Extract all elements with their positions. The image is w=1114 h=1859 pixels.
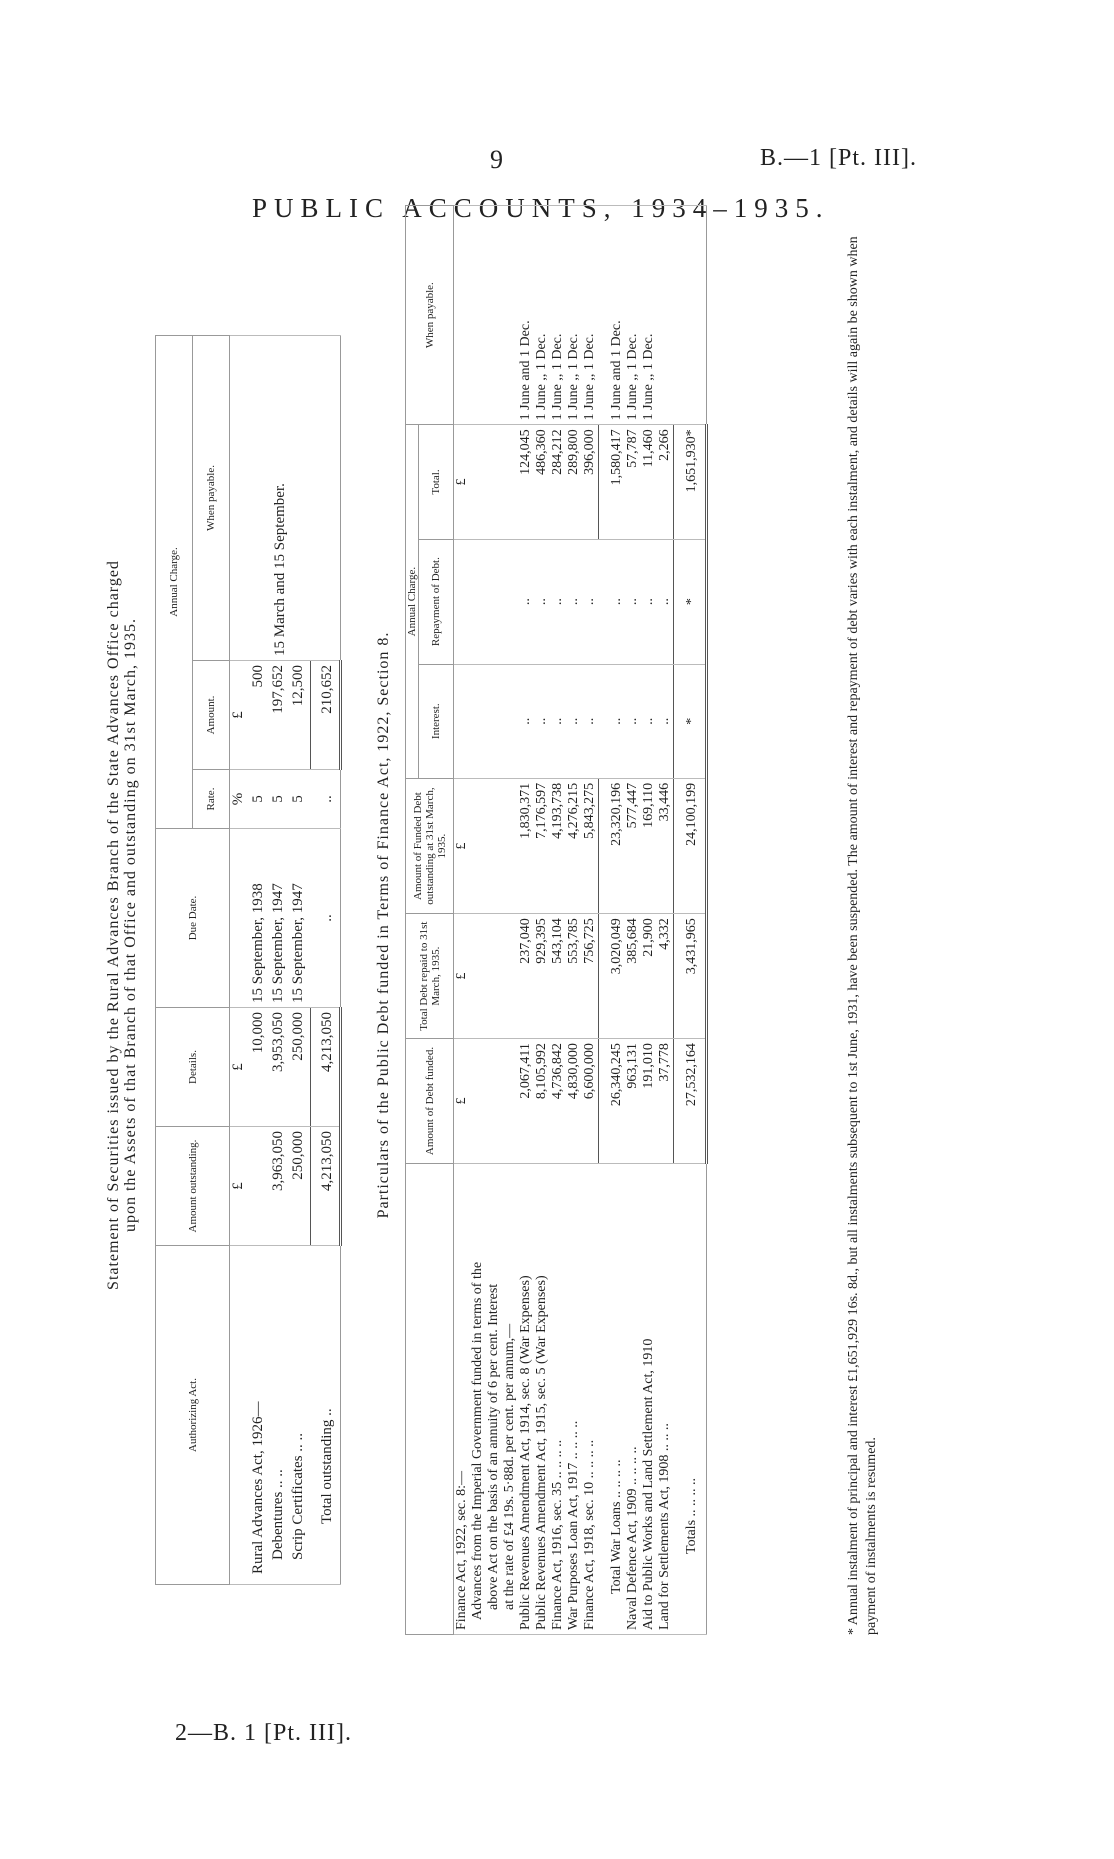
t1-unit-rate: %	[230, 770, 251, 829]
t2-cell: 124,045	[518, 425, 534, 539]
table-row	[518, 206, 534, 1635]
t2-header-total: Total.	[419, 425, 454, 539]
t2-header-interest: Interest.	[419, 664, 454, 778]
t2-cell: ..	[518, 664, 534, 778]
t2-cell: ..	[550, 539, 566, 664]
t1-cell: 12,500	[290, 661, 311, 770]
t1-total-cell: ..	[311, 770, 341, 829]
t2-header-annual: Annual Charge.	[406, 425, 419, 779]
t1-header-annual: Annual Charge.	[156, 336, 193, 829]
t2-cell: ..	[599, 539, 626, 664]
t2-cell: 385,684	[625, 914, 641, 1039]
t1-cell: 15 September, 1938	[250, 829, 270, 1008]
t2-intro	[454, 1163, 519, 1634]
t1-payable-note: 15 March and 15 September.	[250, 336, 311, 661]
t1-cell: 5	[250, 770, 270, 829]
t2-row-label: War Purposes Loan Act, 1917 .. .. .. ..	[566, 1163, 582, 1634]
securities-table	[155, 335, 342, 1585]
t1-header-details: Details.	[156, 1008, 230, 1127]
t1-header-act: Authorizing Act.	[156, 1246, 230, 1585]
footer-reference: 2—B. 1 [Pt. III].	[175, 1720, 352, 1746]
t2-cell: 577,447	[625, 778, 641, 913]
t2-totals-cell: 1,651,930*	[674, 425, 707, 539]
t2-cell: ..	[641, 539, 657, 664]
table-row	[657, 206, 674, 1635]
t1-header-payable: When payable.	[193, 336, 230, 661]
t1-unit-payable	[230, 336, 251, 661]
public-debt-table	[405, 205, 708, 1635]
t2-cell: 191,010	[641, 1039, 657, 1164]
t2-cell: ..	[566, 664, 582, 778]
rotated-tables	[105, 195, 895, 1655]
t1-header-rate: Rate.	[193, 770, 230, 829]
t2-cell: 1,580,417	[599, 425, 626, 539]
t2-totals-cell: *	[674, 664, 707, 778]
t1-cell: 15 September, 1947	[270, 829, 290, 1008]
t1-cell: 5	[270, 770, 290, 829]
t2-cell: 1 June ,, 1 Dec.	[641, 206, 657, 425]
t1-cell: 3,963,050	[270, 1127, 290, 1246]
t1-total-cell	[311, 336, 341, 661]
t2-cell: 37,778	[657, 1039, 674, 1164]
table2-caption: Particulars of the Public Debt funded in Terms of Finance Act, 1922, Section 8.	[375, 631, 392, 1219]
table-row	[534, 206, 550, 1635]
t2-row-label: Aid to Public Works and Land Settlement Act, 1910	[641, 1163, 657, 1634]
t2-cell: 4,332	[657, 914, 674, 1039]
t2-cell: 929,395	[534, 914, 550, 1039]
t2-totals-cell: 3,431,965	[674, 914, 707, 1039]
table-row	[674, 206, 707, 1635]
t2-unit: £	[454, 778, 519, 913]
t2-cell	[657, 206, 674, 425]
t1-total-cell: 4,213,050	[311, 1127, 341, 1246]
t2-cell: ..	[641, 664, 657, 778]
t1-total-cell: 210,652	[311, 661, 341, 770]
t2-cell: 1 June and 1 Dec.	[599, 206, 626, 425]
t2-cell: ..	[534, 539, 550, 664]
t1-row-label: Scrip Certificates .. ..	[290, 1246, 311, 1585]
t2-cell: 2,067,411	[518, 1039, 534, 1164]
t2-cell: 1 June ,, 1 Dec.	[625, 206, 641, 425]
t2-cell: 553,785	[566, 914, 582, 1039]
t2-cell: ..	[566, 539, 582, 664]
t2-cell: ..	[625, 539, 641, 664]
t2-cell: 6,600,000	[582, 1039, 599, 1164]
t2-cell: 486,360	[534, 425, 550, 539]
t2-row-label: Public Revenues Amendment Act, 1914, sec. 8 (War Expenses)	[518, 1163, 534, 1634]
t2-intro-line: Finance Act, 1922, sec. 8:—	[454, 1470, 469, 1630]
t1-unit-blank	[230, 1246, 251, 1585]
t2-cell: 11,460	[641, 425, 657, 539]
t1-cell: 197,652	[270, 661, 290, 770]
t2-row-label: Total War Loans .. .. .. ..	[599, 1163, 626, 1634]
t2-cell: 1 June and 1 Dec.	[518, 206, 534, 425]
table1-caption	[105, 195, 139, 1655]
table-row	[582, 206, 599, 1635]
t1-cell: 250,000	[290, 1008, 311, 1127]
t1-header-charge-amount: Amount.	[193, 661, 230, 770]
table-row	[641, 206, 657, 1635]
page-number: 9	[490, 145, 503, 174]
t1-unit-due	[230, 829, 251, 1008]
t2-cell: 57,787	[625, 425, 641, 539]
t2-cell: 1 June ,, 1 Dec.	[566, 206, 582, 425]
t2-cell: 284,212	[550, 425, 566, 539]
t1-cell	[250, 1127, 270, 1246]
t1-unit-amount: £	[230, 1127, 251, 1246]
t2-totals-cell: *	[674, 539, 707, 664]
t2-intro-line: Advances from the Imperial Government funded in terms of the	[470, 1261, 485, 1620]
table1-caption-line2: upon the Assets of that Branch of that Office and outstanding on 31st March, 1935.	[122, 617, 139, 1233]
t2-cell: 237,040	[518, 914, 534, 1039]
table1-caption-line1: Statement of Securities issued by the Rural Advances Branch of the State Advances Office charged	[105, 560, 122, 1290]
t2-cell: 543,104	[550, 914, 566, 1039]
t2-cell: 1 June ,, 1 Dec.	[582, 206, 599, 425]
t2-cell: ..	[599, 664, 626, 778]
t2-row-label: Finance Act, 1918, sec. 10 .. .. .. ..	[582, 1163, 599, 1634]
t2-header-outstanding: Amount of Funded Debt outstanding at 31st March, 1935.	[406, 778, 454, 913]
t1-total-cell: ..	[311, 829, 341, 1008]
t2-cell: 4,830,000	[566, 1039, 582, 1164]
t2-header-funded: Amount of Debt funded.	[406, 1039, 454, 1164]
t1-group-label: Rural Advances Act, 1926—	[250, 1246, 270, 1585]
table-row	[566, 206, 582, 1635]
t2-cell: 1 June ,, 1 Dec.	[534, 206, 550, 425]
t1-unit-details: £	[230, 1008, 251, 1127]
t1-cell: 500	[250, 661, 270, 770]
t2-unit-blank	[454, 664, 519, 778]
t1-cell: 3,953,050	[270, 1008, 290, 1127]
t2-cell: ..	[550, 664, 566, 778]
t2-cell: 169,110	[641, 778, 657, 913]
t2-cell: ..	[534, 664, 550, 778]
t2-unit-blank	[454, 206, 519, 425]
t2-cell: 4,736,842	[550, 1039, 566, 1164]
t1-cell: 10,000	[250, 1008, 270, 1127]
t2-cell: 1 June ,, 1 Dec.	[550, 206, 566, 425]
t2-cell: ..	[582, 539, 599, 664]
t2-cell: ..	[657, 539, 674, 664]
t1-unit-charge: £	[230, 661, 251, 770]
table-row	[550, 206, 566, 1635]
t2-cell: 1,830,371	[518, 778, 534, 913]
document-reference: B.—1 [Pt. III].	[760, 145, 917, 171]
t2-cell: ..	[518, 539, 534, 664]
t2-cell: 8,105,992	[534, 1039, 550, 1164]
t2-row-label: Public Revenues Amendment Act, 1915, sec. 5 (War Expenses)	[534, 1163, 550, 1634]
t2-row-label: Finance Act, 1916, sec. 35 .. .. .. ..	[550, 1163, 566, 1634]
t2-header-payable: When payable.	[406, 206, 454, 425]
t2-cell: ..	[625, 664, 641, 778]
t2-cell: 23,320,196	[599, 778, 626, 913]
t2-cell: 756,725	[582, 914, 599, 1039]
t2-cell: 4,276,215	[566, 778, 582, 913]
t1-total-label: Total outstanding ..	[311, 1246, 341, 1585]
t1-cell: 250,000	[290, 1127, 311, 1246]
t1-cell: 5	[290, 770, 311, 829]
t2-intro-line: at the rate of £4 19s. 5·88d. per cent. per annum,—	[502, 1323, 517, 1610]
t2-cell: 33,446	[657, 778, 674, 913]
t2-cell: 2,266	[657, 425, 674, 539]
t2-header-repaid: Total Debt repaid to 31st March, 1935.	[406, 914, 454, 1039]
t2-totals-cell: 27,532,164	[674, 1039, 707, 1164]
t2-cell: 396,000	[582, 425, 599, 539]
t2-cell: 4,193,738	[550, 778, 566, 913]
t2-unit: £	[454, 1039, 519, 1164]
t2-unit-blank	[454, 539, 519, 664]
t2-cell: 963,131	[625, 1039, 641, 1164]
t2-totals-label: Totals .. .. .. ..	[674, 1163, 707, 1634]
t2-row-label: Land for Settlements Act, 1908 .. .. ..	[657, 1163, 674, 1634]
t1-header-due: Due Date.	[156, 829, 230, 1008]
table-row	[625, 206, 641, 1635]
footnote: * Annual instalment of principal and interest £1,651,929 16s. 8d., but all instalments subsequent to 1st June, 1931, have been suspended. The amount of interest and repayment of debt varies with each instalment, and details will again be shown when payment of instalments is resumed.	[846, 236, 879, 1635]
t1-header-amount: Amount outstanding.	[156, 1127, 230, 1246]
t2-cell: 289,800	[566, 425, 582, 539]
t2-header-repayment: Repayment of Debt.	[419, 539, 454, 664]
t2-row-label: Naval Defence Act, 1909 .. .. .. ..	[625, 1163, 641, 1634]
t2-totals-cell	[674, 206, 707, 425]
t2-totals-cell: 24,100,199	[674, 778, 707, 913]
t2-cell: 3,020,049	[599, 914, 626, 1039]
t2-cell: 5,843,275	[582, 778, 599, 913]
t2-cell: 7,176,597	[534, 778, 550, 913]
t2-cell: ..	[582, 664, 599, 778]
t2-cell: 26,340,245	[599, 1039, 626, 1164]
page-title: PUBLIC ACCOUNTS, 1934–1935.	[252, 193, 830, 223]
t2-intro-line: above Act on the basis of an annuity of 6 per cent. Interest	[486, 1283, 501, 1610]
table-row	[599, 206, 626, 1635]
t1-total-cell: 4,213,050	[311, 1008, 341, 1127]
t1-row-label: Debentures .. ..	[270, 1246, 290, 1585]
t1-cell: 15 September, 1947	[290, 829, 311, 1008]
t2-unit: £	[454, 914, 519, 1039]
t2-cell: ..	[657, 664, 674, 778]
t2-cell: 21,900	[641, 914, 657, 1039]
t2-unit: £	[454, 425, 519, 539]
t2-header-blank	[406, 1163, 454, 1634]
